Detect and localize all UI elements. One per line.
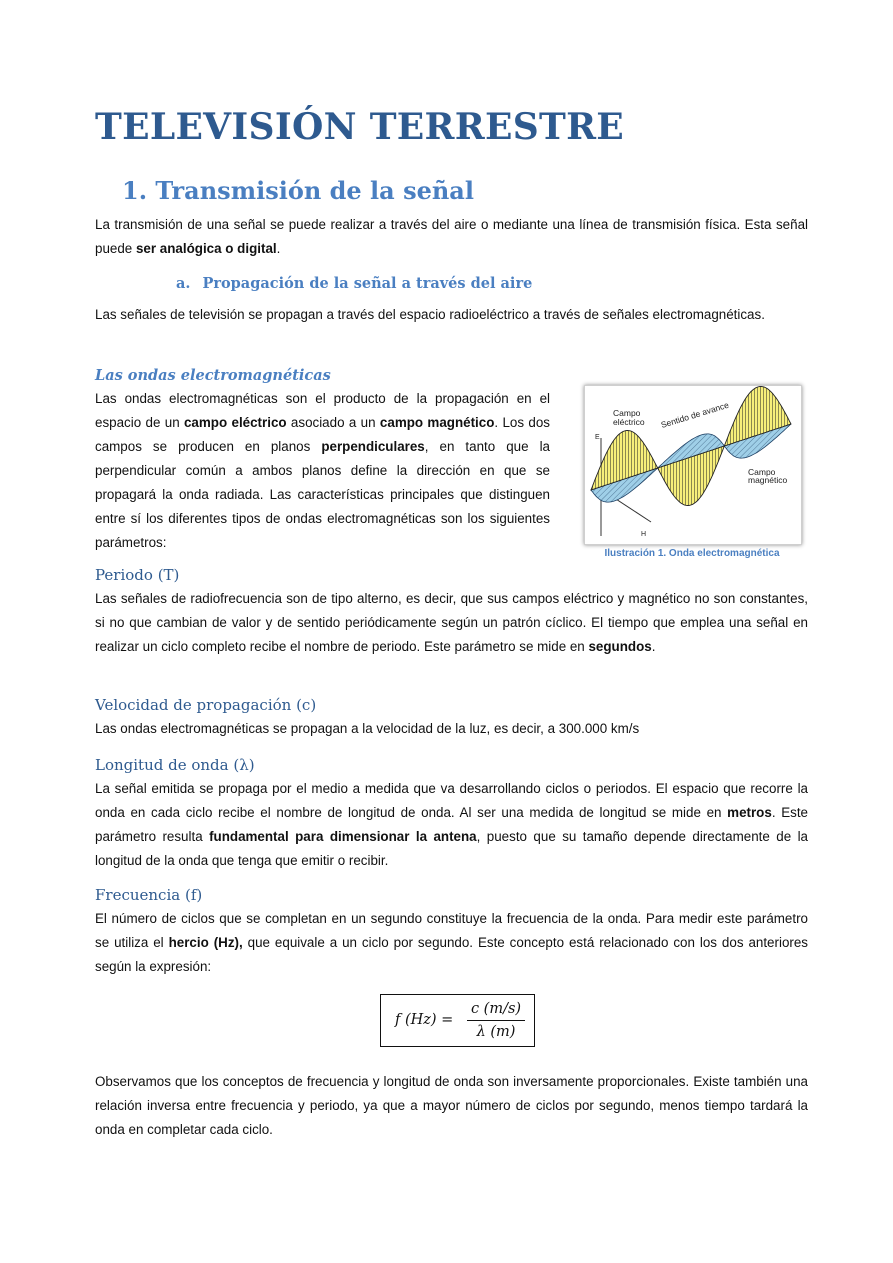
waves-text-3: . Los dos campos se producen en planos (95, 415, 550, 454)
section-number: 1. (122, 176, 148, 205)
periodo-paragraph (95, 587, 808, 659)
frecuencia-text-1: El número de ciclos que se completan en un segundo constituye la frecuencia de la onda. Para medir este parámetro se utiliza el (95, 911, 808, 950)
subsection-heading (176, 275, 532, 292)
periodo-heading: Periodo (T) (95, 566, 180, 584)
axis-h-label: H (641, 531, 647, 538)
formula-left: f (Hz) = (395, 1012, 454, 1028)
formula-fraction (467, 999, 525, 1041)
longitud-text-1: La señal emitida se propaga por el medio a medida que va desarrollando ciclos o periodos. El espacio que recorre la onda en cada ciclo recibe el nombre de longitud de onda. Al ser una medida de longitud se mide en (95, 781, 808, 820)
intro-bold: ser analógica o digital (135, 241, 277, 256)
axis-e-label: E (595, 434, 600, 441)
waves-text-1: Las ondas electromagnéticas son el producto de la propagación en el espacio de un (95, 391, 550, 430)
waves-paragraph (95, 387, 550, 555)
frecuencia-bold-hercio: hercio (Hz), (168, 935, 243, 950)
waves-text-2: asociado a un (286, 415, 380, 430)
page-title: TELEVISIÓN TERRESTRE (95, 106, 625, 148)
intro-paragraph (95, 213, 808, 261)
formula-fraction-bar (467, 1020, 525, 1021)
figure-caption: Ilustración 1. Onda electromagnética (604, 548, 780, 559)
electric-field-label-line1: Campo (613, 408, 641, 418)
waves-bold-perpendicular: perpendiculares (321, 439, 425, 454)
waves-heading: Las ondas electromagnéticas (95, 367, 331, 384)
waves-bold-electric: campo eléctrico (183, 415, 287, 430)
longitud-text-2: . Este parámetro resulta (95, 805, 808, 844)
waves-bold-magnetic: campo magnético (379, 415, 495, 430)
frequency-formula (380, 994, 535, 1047)
section-heading (122, 176, 474, 205)
longitud-bold-antena: fundamental para dimensionar la antena (209, 829, 477, 844)
em-wave-figure (584, 385, 802, 545)
longitud-bold-metros: metros (727, 805, 772, 820)
electric-field-label-line2: eléctrico (613, 417, 645, 427)
formula-denominator: λ (m) (476, 1024, 516, 1040)
longitud-heading: Longitud de onda (λ) (95, 756, 255, 774)
longitud-text-3: , puesto que su tamaño depende directamente de la longitud de la onda que tenga que emitir o recibir. (95, 829, 808, 868)
velocidad-heading: Velocidad de propagación (c) (95, 696, 317, 714)
periodo-text-end: . (651, 639, 656, 654)
direction-label: Sentido de avance (659, 399, 730, 430)
magnetic-field-label-line2: magnético (748, 475, 788, 485)
formula-numerator: c (m/s) (470, 1001, 522, 1017)
intro-text: La transmisión de una señal se puede realizar a través del aire o mediante una línea de transmisión física. Esta señal puede (95, 217, 808, 256)
frecuencia-text-2: que equivale a un ciclo por segundo. Este concepto está relacionado con los dos anteriores según la expresión: (95, 935, 808, 974)
intro-text-end: . (276, 241, 281, 256)
closing-paragraph: Observamos que los conceptos de frecuencia y longitud de onda son inversamente proporcionales. Existe también una relación inversa entre frecuencia y periodo, ya que a mayor número de ciclos por segundo, menos tiempo tardará la onda en completar cada ciclo. (95, 1074, 808, 1137)
velocidad-paragraph: Las ondas electromagnéticas se propagan a la velocidad de la luz, es decir, a 300.000 km/s (95, 721, 640, 736)
subsection-letter: a. (176, 275, 191, 292)
section-title: Transmisión de la señal (155, 176, 474, 205)
subsection-title: Propagación de la señal a través del aire (202, 275, 533, 292)
air-paragraph: Las señales de televisión se propagan a través del espacio radioeléctrico a través de señales electromagnéticas. (95, 307, 765, 322)
waves-text-4: , en tanto que la perpendicular común a ambos planos define la dirección en que se propagará la onda radiada. Las características principales que distinguen entre sí los diferentes tipos de ondas electromagnéticas son los siguientes parámetros: (95, 439, 550, 550)
frecuencia-paragraph (95, 907, 808, 979)
periodo-bold: segundos (588, 639, 652, 654)
periodo-text: Las señales de radiofrecuencia son de tipo alterno, es decir, que sus campos eléctrico y magnético no son constantes, si no que cambian de valor y de sentido periódicamente según un patrón cíclico. El tiempo que emplea una señal en realizar un ciclo completo recibe el nombre de periodo. Este parámetro se mide en (95, 591, 808, 654)
em-wave-illustration (585, 386, 801, 544)
magnetic-field-label-line1: Campo (748, 467, 776, 477)
frecuencia-heading: Frecuencia (f) (95, 886, 203, 904)
longitud-paragraph (95, 777, 808, 873)
